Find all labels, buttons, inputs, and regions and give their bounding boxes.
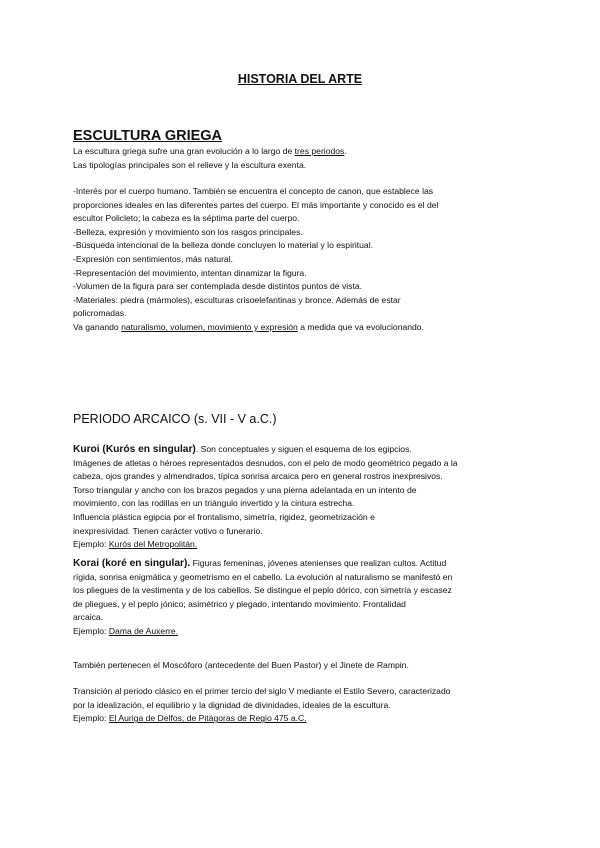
feature-line: -Búsqueda intencional de la belleza donde concluyen lo material y lo espiritual. [73,240,374,251]
kuroi-line: Imágenes de atletas o héroes representados desnudos, con el pelo de modo geométrico pegado a la [73,457,458,468]
transition-line: Transición al periodo clásico en el primer tercio del siglo V mediante el Estilo Severo, caracterizado [73,686,451,696]
korai-first-line [73,557,533,571]
intro-period: . [344,146,347,156]
kuroi-first-line [73,443,533,457]
kuros-link[interactable]: Kurós del Metropolitán. [108,539,198,550]
transition-line: por la idealización, el equilibrio y la dignidad de divinidades, ideales de la escultura. [73,699,391,710]
feature-line: policromadas. [73,308,127,319]
feature-line: -Representación del movimiento, intentan dinamizar la figura. [73,267,307,278]
korai-line: de pliegues, y el peplo jónico; asimétrico y plegado, intentando movimiento. Frontalidad [73,598,406,609]
kuroi-paragraph [73,443,533,552]
naturalismo-link[interactable]: naturalismo, volumen, movimiento y expresión [121,321,298,332]
also-line: También pertenecen el Moscóforo (antecedente del Buen Pastor) y el Jinete de Rampin. [73,660,409,670]
korai-heading: Korai (koré en singular). [73,558,191,569]
kuroi-line: Influencia plástica egipcia por el frontalismo, simetría, rigidez, geometrización e [73,511,375,522]
intro-line-1 [73,145,533,159]
kuroi-line: cabeza, ojos grandes y almendrados, típica sonrisa arcaica pero en general rostros inexpresivos. [73,471,443,482]
kuroi-example [73,538,533,552]
example-label: Ejemplo: [73,539,109,550]
kuroi-line: inexpresividad. Tienen carácter votivo o funerario. [73,525,263,536]
section-title: ESCULTURA GRIEGA [73,128,223,144]
intro-paragraph [73,145,533,172]
summary-end: a medida que va evolucionando. [297,321,424,332]
intro-line-2: Las tipologías principales son el relieve y la escultura exenta. [73,159,307,170]
tres-periodos-link[interactable]: tres periodos [294,146,345,156]
transition-paragraph [73,685,533,726]
kuroi-heading: Kuroi (Kurós en singular) [73,444,196,455]
kuroi-intro: . Son conceptuales y siguen el esquema de los egipcios. [195,444,412,454]
dama-auxerre-link[interactable]: Dama de Auxerre. [108,625,179,636]
feature-line: escultor Policleto; la cabeza es la séptima parte del cuerpo. [73,213,300,224]
korai-example [73,625,533,639]
auriga-link[interactable]: El Auriga de Delfos, de Pitágoras de Regio 475 a.C. [108,713,307,724]
korai-line: los pliegues de la vestimenta y de los cabellos. Se distingue el peplo dórico, con simetría y escasez [73,585,452,596]
feature-line: -Volumen de la figura para ser contemplada desde distintos puntos de vista. [73,281,363,292]
also-paragraph [73,659,533,673]
feature-line: proporciones ideales en las diferentes partes del cuerpo. El más importante y conocido es el del [73,199,439,210]
example-label: Ejemplo: [73,625,109,636]
kuroi-line: movimiento, con las rodillas en un triángulo invertido y la cintura estrecha. [73,498,355,509]
korai-paragraph [73,557,533,639]
korai-intro: Figuras femeninas, jóvenes atenienses que realizan cultos. Actitud [190,558,447,568]
korai-line: arcaica. [73,612,104,623]
summary-text: Va ganando [73,321,122,332]
feature-line: -Belleza, expresión y movimiento son los rasgos principales. [73,226,303,237]
korai-line: rígida, sonrisa enigmática y geometrismo en el cabello. La evolución al naturalismo se manifestó en [73,571,453,582]
feature-line: -Interés por el cuerpo humano. También se encuentra el concepto de canon, que establece las [73,186,434,196]
feature-line: -Expresión con sentimientos, más natural. [73,253,234,264]
period-title: PERIODO ARCAICO (s. VII - V a.C.) [73,412,277,426]
kuroi-line: Torso triangular y ancho con los brazos pegados y una pierna adelantada en un intento de [73,484,417,495]
summary-line [73,321,533,335]
document-title: HISTORIA DEL ARTE [237,72,363,86]
intro-text: La escultura griega sufre una gran evolución a lo largo de [73,146,295,156]
example-label: Ejemplo: [73,713,109,724]
transition-example [73,712,533,726]
feature-line: -Materiales: piedra (mármoles), esculturas crisoelefantinas y bronce. Además de estar [73,294,401,305]
features-list [73,185,533,335]
